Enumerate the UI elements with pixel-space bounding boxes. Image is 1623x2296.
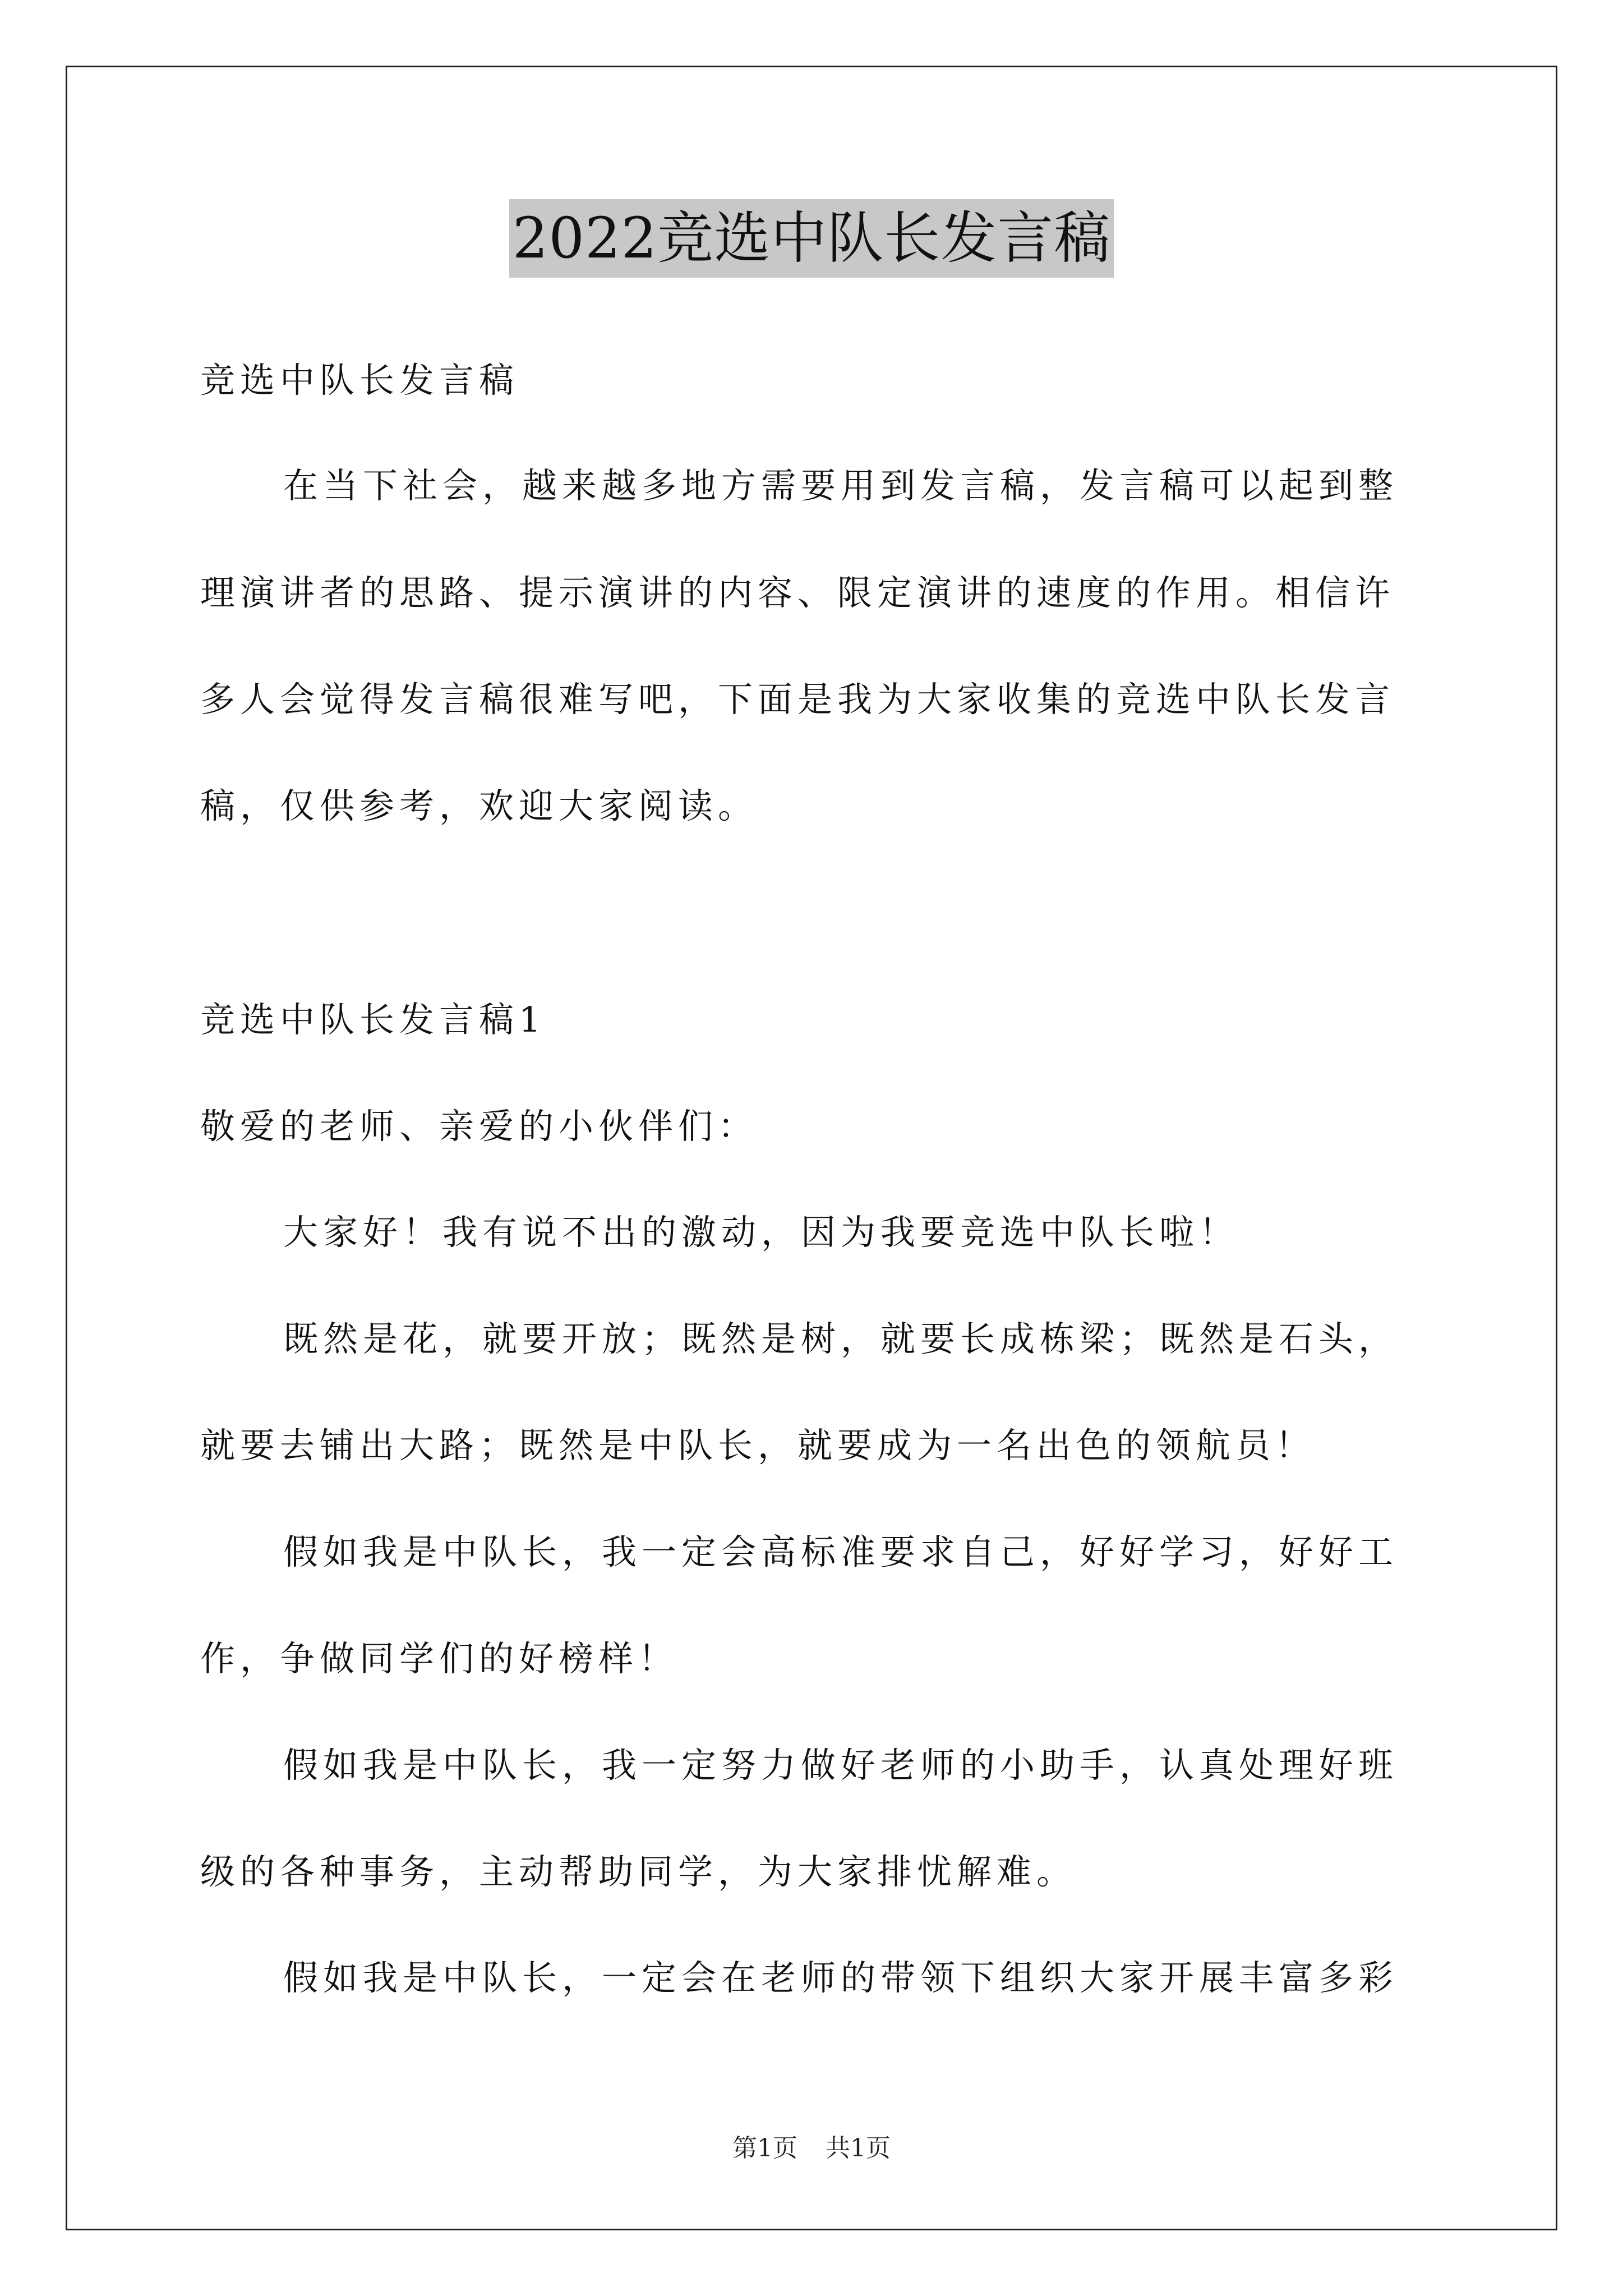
intro-line-1: 在当下社会，越来越多地方需要用到发言稿，发言稿可以起到整 [283, 465, 1399, 506]
document-subtitle: 竞选中队长发言稿 [200, 360, 519, 401]
body-line-7: 级的各种事务，主动帮助同学，为大家排忧解难。 [200, 1851, 1077, 1892]
document-title: 2022竞选中队长发言稿 [509, 199, 1114, 278]
intro-line-4: 稿，仅供参考，欢迎大家阅读。 [200, 785, 758, 826]
body-line-4: 假如我是中队长，我一定会高标准要求自己，好好学习，好好工 [283, 1531, 1399, 1572]
page-footer [0, 2132, 1623, 2165]
intro-line-2: 理演讲者的思路、提示演讲的内容、限定演讲的速度的作用。相信许 [200, 572, 1395, 613]
page-number-current: 第1页 [732, 2134, 797, 2162]
salutation: 敬爱的老师、亲爱的小伙伴们： [200, 1106, 758, 1147]
intro-line-3: 多人会觉得发言稿很难写吧，下面是我为大家收集的竞选中队长发言 [200, 679, 1395, 720]
title-container [0, 199, 1623, 278]
body-line-6: 假如我是中队长，我一定努力做好老师的小助手，认真处理好班 [283, 1745, 1399, 1786]
section-heading: 竞选中队长发言稿1 [200, 999, 546, 1040]
body-line-8: 假如我是中队长，一定会在老师的带领下组织大家开展丰富多彩 [283, 1957, 1399, 1998]
page-number-total: 共1页 [826, 2134, 891, 2162]
body-line-3: 就要去铺出大路；既然是中队长，就要成为一名出色的领航员！ [200, 1425, 1316, 1466]
body-line-5: 作，争做同学们的好榜样！ [200, 1638, 679, 1679]
body-line-2: 既然是花，就要开放；既然是树，就要长成栋梁；既然是石头， [283, 1318, 1399, 1359]
body-line-1: 大家好！我有说不出的激动，因为我要竞选中队长啦！ [283, 1212, 1239, 1253]
